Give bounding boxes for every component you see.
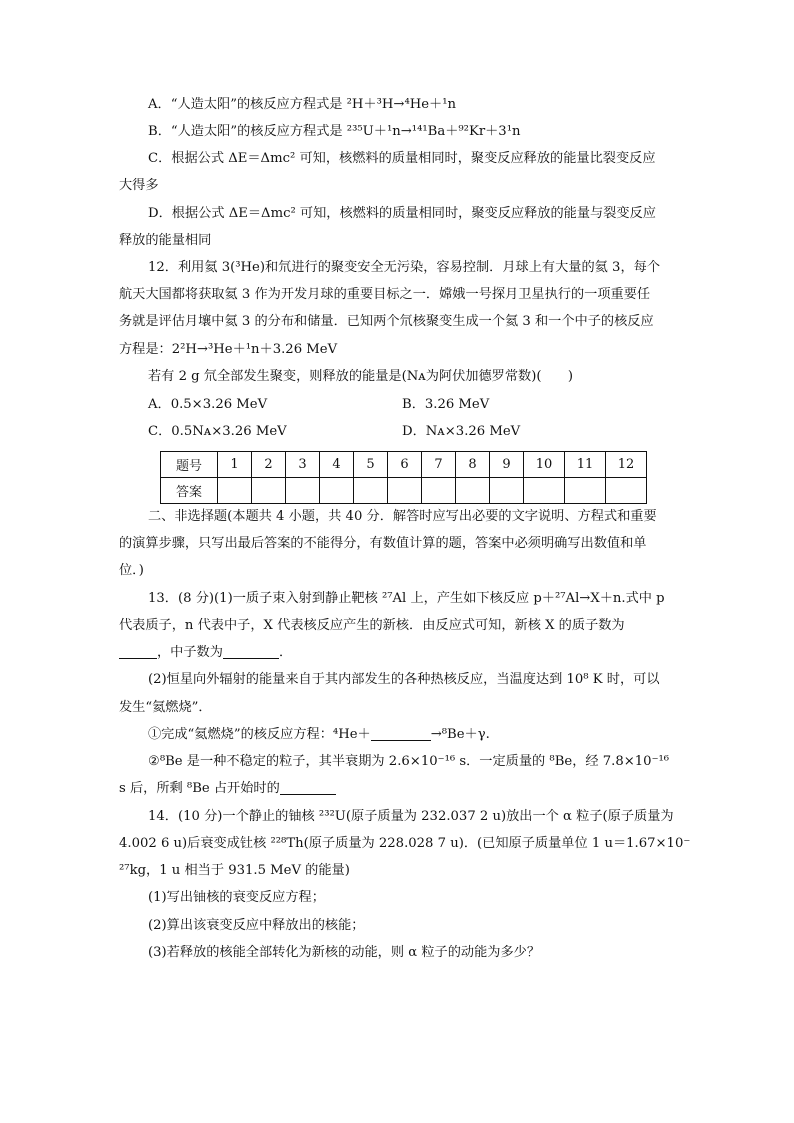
- table-number-cell: 2: [252, 452, 286, 478]
- q13-line6: [148, 725, 490, 745]
- q13-line5: 发生“氦燃烧”．: [119, 700, 212, 715]
- table-number-cell: 1: [218, 452, 252, 478]
- q13-neutron-number-blank[interactable]: [223, 644, 279, 659]
- answer-cell[interactable]: [218, 478, 252, 504]
- answer-cell[interactable]: [286, 478, 320, 504]
- q12-option-d: D．Nᴀ×3.26 MeV: [402, 424, 521, 439]
- q12-stem-line2: 航天大国都将获取氦 3 作为开发月球的重要目标之一．嫦娥一号探月卫星执行的一项重要任: [119, 287, 651, 302]
- q13-line7: ②⁸Be 是一种不稳定的粒子，其半衰期为 2.6×10⁻¹⁶ s．一定质量的 ⁸Be，经 7.8×10⁻¹⁶: [148, 754, 670, 769]
- answer-cell[interactable]: [456, 478, 490, 504]
- q14-line3: ²⁷kg，1 u 相当于 931.5 MeV 的能量): [119, 863, 350, 878]
- answer-cell[interactable]: [320, 478, 354, 504]
- q12-stem-line5: 若有 2 g 氘全部发生聚变，则释放的能量是(Nᴀ为阿伏加德罗常数)( ): [148, 369, 574, 384]
- answer-cell[interactable]: [606, 478, 647, 504]
- section2-instructions-line1: 二、非选择题(本题共 4 小题，共 40 分．解答时应写出必要的文字说明、方程式和重要: [148, 509, 657, 524]
- q12-stem-line1: 12．利用氦 3(³He)和氘进行的聚变安全无污染，容易控制．月球上有大量的氦 3，每个: [148, 260, 661, 275]
- table-number-cell: 5: [354, 452, 388, 478]
- q14-subquestion-3: (3)若释放的核能全部转化为新核的动能，则 α 粒子的动能为多少？: [148, 945, 541, 960]
- q11-option-c-line1: C．根据公式 ΔE＝Δmc² 可知，核燃料的质量相同时，聚变反应释放的能量比裂变反应: [148, 151, 656, 166]
- answer-cell[interactable]: [524, 478, 565, 504]
- q13-fraction-blank[interactable]: [280, 780, 336, 795]
- answer-cell[interactable]: [565, 478, 606, 504]
- table-number-cell: 12: [606, 452, 647, 478]
- table-number-cell: 9: [490, 452, 524, 478]
- table-number-cell: 4: [320, 452, 354, 478]
- answer-cell[interactable]: [490, 478, 524, 504]
- table-answer-label: 答案: [161, 478, 218, 504]
- q11-option-d-line2: 释放的能量相同: [119, 233, 212, 248]
- q12-option-c: C．0.5Nᴀ×3.26 MeV: [148, 424, 287, 439]
- q13-proton-number-blank[interactable]: [119, 644, 157, 659]
- q13-line8: [119, 779, 336, 799]
- q14-line2: 4.002 6 u)后衰变成钍核 ²²⁸Th(原子质量为 228.028 7 u)．(已知原子质量单位 1 u＝1.67×10⁻: [119, 836, 691, 851]
- table-number-cell: 8: [456, 452, 490, 478]
- table-number-cell: 11: [565, 452, 606, 478]
- section2-instructions-line2: 的演算步骤，只写出最后答案的不能得分，有数值计算的题，答案中必须明确写出数值和单: [119, 536, 647, 551]
- answer-table-header-row: [161, 452, 647, 478]
- q13-line3: [119, 643, 292, 663]
- q13-line2: 代表质子，n 代表中子，X 代表核反应产生的新核．由反应式可知，新核 X 的质子数为: [119, 618, 625, 633]
- q12-stem-line3: 务就是评估月壤中氦 3 的分布和储量．已知两个氘核聚变生成一个氦 3 和一个中子的核反应: [119, 314, 654, 329]
- q13-line3-end: ．: [278, 645, 293, 660]
- table-number-cell: 7: [422, 452, 456, 478]
- table-number-cell: 6: [388, 452, 422, 478]
- answer-cell[interactable]: [354, 478, 388, 504]
- q14-line1: 14．(10 分)一个静止的铀核 ²³²U(原子质量为 232.037 2 u)放出一个 α 粒子(原子质量为: [148, 809, 674, 824]
- q13-line6-text: ①完成“氦燃烧”的核反应方程：⁴He＋: [148, 727, 371, 742]
- q11-option-c-line2: 大得多: [119, 178, 159, 193]
- q13-reaction-blank[interactable]: [371, 726, 431, 741]
- table-header-label: 题号: [161, 452, 218, 478]
- answer-cell[interactable]: [422, 478, 456, 504]
- q12-option-a: A．0.5×3.26 MeV: [148, 397, 268, 412]
- q13-line4: (2)恒星向外辐射的能量来自于其内部发生的各种热核反应，当温度达到 10⁸ K 时，可以: [148, 672, 660, 687]
- table-number-cell: 10: [524, 452, 565, 478]
- q11-option-d-line1: D．根据公式 ΔE＝Δmc² 可知，核燃料的质量相同时，聚变反应释放的能量与裂变反应: [148, 206, 656, 221]
- q12-stem-line4: 方程是：2²H→³He＋¹n＋3.26 MeV: [119, 342, 338, 357]
- q13-line1: 13．(8 分)(1)一质子束入射到静止靶核 ²⁷Al 上，产生如下核反应 p＋²⁷Al→X＋n.式中 p: [148, 591, 665, 606]
- q11-option-b: B．“人造太阳”的核反应方程式是 ²³⁵U＋¹n→¹⁴¹Ba＋⁹²Kr＋3¹n: [148, 124, 521, 139]
- answer-table: [160, 451, 647, 504]
- q13-line6-end: →⁸Be＋γ.: [430, 727, 490, 742]
- q11-option-a: A．“人造太阳”的核反应方程式是 ²H＋³H→⁴He＋¹n: [148, 97, 457, 112]
- q13-line8-text: s 后，所剩 ⁸Be 占开始时的: [119, 781, 280, 796]
- answer-table-answer-row: [161, 478, 647, 504]
- answer-cell[interactable]: [252, 478, 286, 504]
- q12-option-b: B．3.26 MeV: [402, 397, 490, 412]
- table-number-cell: 3: [286, 452, 320, 478]
- answer-cell[interactable]: [388, 478, 422, 504]
- section2-instructions-line3: 位．): [119, 563, 144, 578]
- q14-subquestion-2: (2)算出该衰变反应中释放出的核能；: [148, 918, 365, 933]
- q13-line3-text: ，中子数为: [157, 645, 223, 660]
- q14-subquestion-1: (1)写出铀核的衰变反应方程；: [148, 890, 325, 905]
